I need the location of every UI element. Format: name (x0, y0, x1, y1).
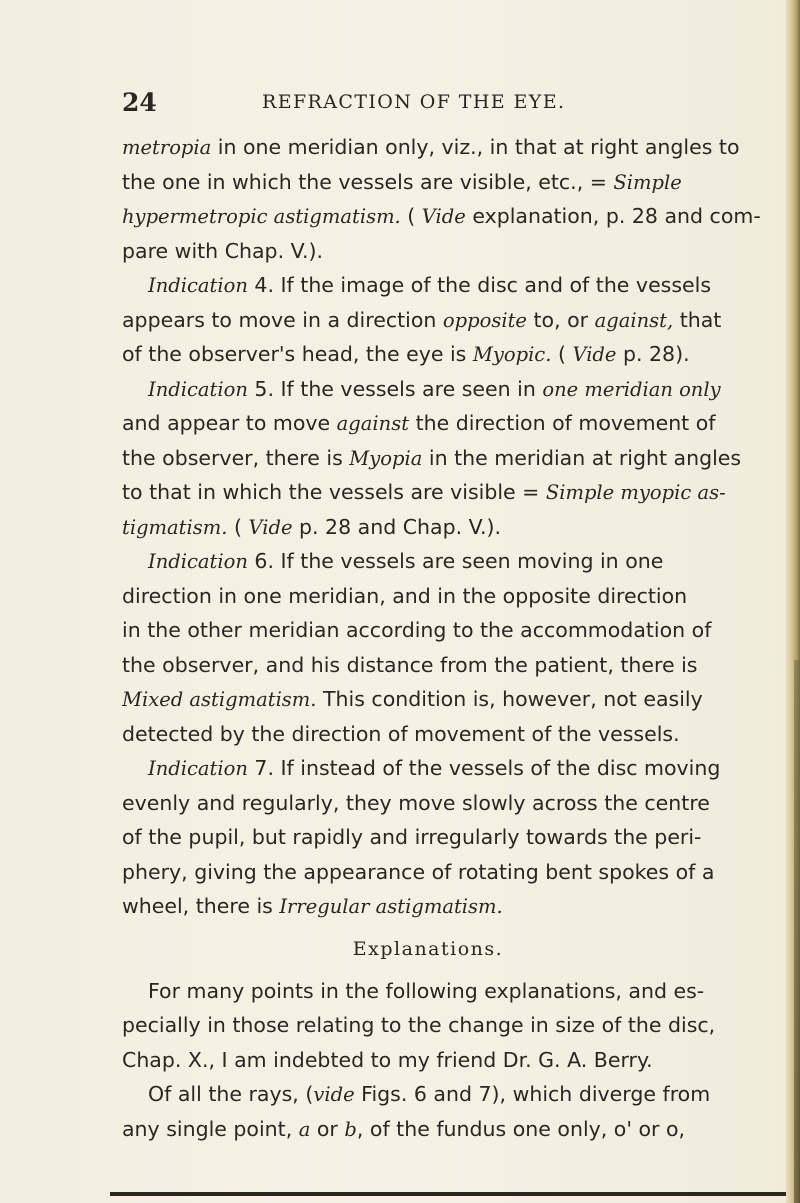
page-number: 24 (122, 88, 157, 117)
text-line: Indication 5. If the vessels are seen in one meridian only (148, 376, 721, 401)
text-line: the observer, and his distance from the patient, there is (122, 652, 698, 677)
page-header (122, 88, 782, 118)
text-line: the one in which the vessels are visible, etc., = Simple (122, 169, 682, 194)
bottom-edge-rule (110, 1192, 786, 1196)
text-line: pare with Chap. V.). (122, 238, 324, 263)
text-line: direction in one meridian, and in the opposite direction (122, 583, 688, 608)
text-line: Indication 6. If the vessels are seen moving in one (148, 549, 664, 573)
text-line: metropia in one meridian only, viz., in that at right angles to (122, 135, 740, 159)
text-line: wheel, there is Irregular astigmatism. (122, 894, 503, 918)
text-line: pecially in those relating to the change in size of the disc, (122, 1013, 716, 1037)
text-line: Mixed astigmatism. This condition is, however, not easily (122, 687, 703, 711)
text-line: to that in which the vessels are visible = Simple myopic as- (122, 480, 726, 504)
text-line: hypermetropic astigmatism. ( Vide explanation, p. 28 and com- (122, 204, 761, 228)
text-line: and appear to move against the direction of movement of (122, 411, 716, 435)
text-line: in the other meridian according to the accommodation of (122, 618, 712, 642)
text-line: Indication 7. If instead of the vessels of the disc moving (148, 756, 721, 780)
text-line: the observer, there is Myopia in the meridian at right angles (122, 445, 742, 470)
text-line: appears to move in a direction opposite to, or against, that (122, 307, 722, 332)
text-line: Chap. X., I am indebted to my friend Dr. G. A. Berry. (122, 1047, 653, 1072)
text-line: Of all the rays, (vide Figs. 6 and 7), which diverge from (148, 1082, 711, 1106)
page-body (122, 130, 794, 1146)
text-line: For many points in the following explanations, and es- (148, 978, 705, 1003)
text-line: tigmatism. ( Vide p. 28 and Chap. V.). (122, 514, 502, 539)
section-heading: Explanations. (352, 937, 504, 960)
text-line: detected by the direction of movement of the vessels. (122, 721, 680, 746)
text-line: of the observer's head, the eye is Myopic. ( Vide p. 28). (122, 342, 690, 366)
text-line: Indication 4. If the image of the disc and of the vessels (148, 273, 712, 297)
binding-shadow (794, 660, 800, 1203)
text-line: phery, giving the appearance of rotating bent spokes of a (122, 859, 715, 884)
text-line: any single point, a or b, of the fundus one only, o' or o, (122, 1116, 686, 1141)
running-title: REFRACTION OF THE EYE. (262, 91, 566, 113)
text-line: of the pupil, but rapidly and irregularly towards the peri- (122, 825, 702, 849)
text-line: evenly and regularly, they move slowly across the centre (122, 790, 710, 815)
